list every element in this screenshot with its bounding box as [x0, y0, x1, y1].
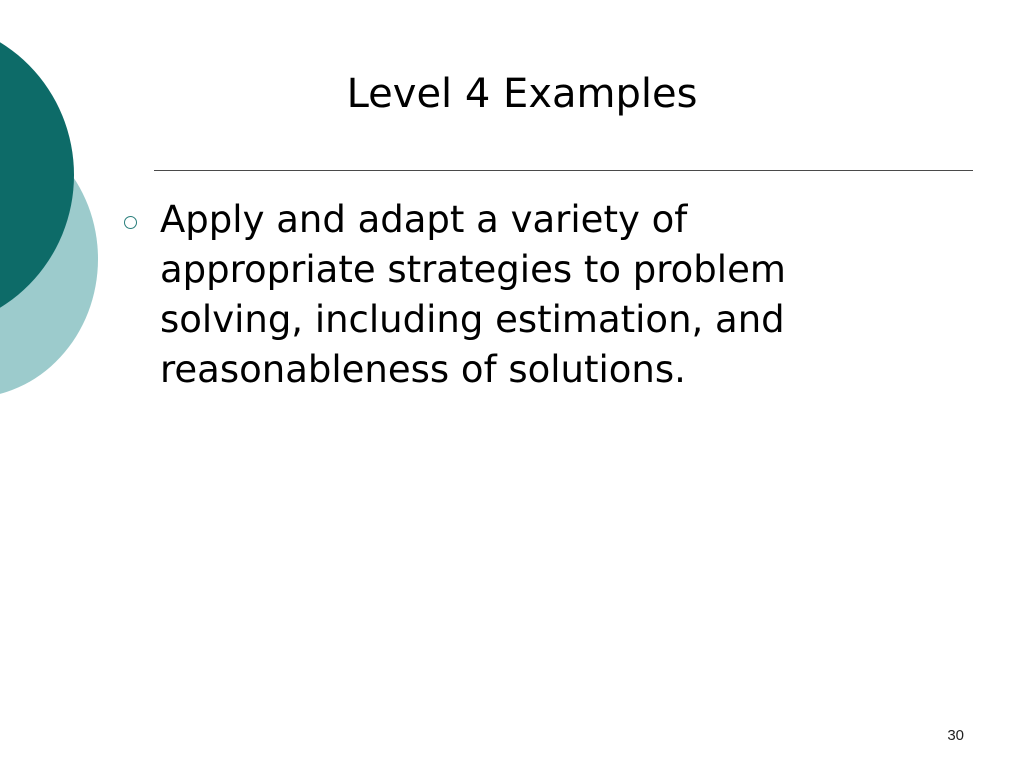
bullet-item: Apply and adapt a variety of appropriate strategies to problem solving, including estimation, and reasonableness of solutions. — [160, 198, 786, 391]
title-divider — [154, 170, 973, 171]
hollow-circle-bullet-icon — [124, 216, 137, 229]
slide-title: Level 4 Examples — [346, 71, 698, 117]
page-number: 30 — [947, 727, 964, 744]
